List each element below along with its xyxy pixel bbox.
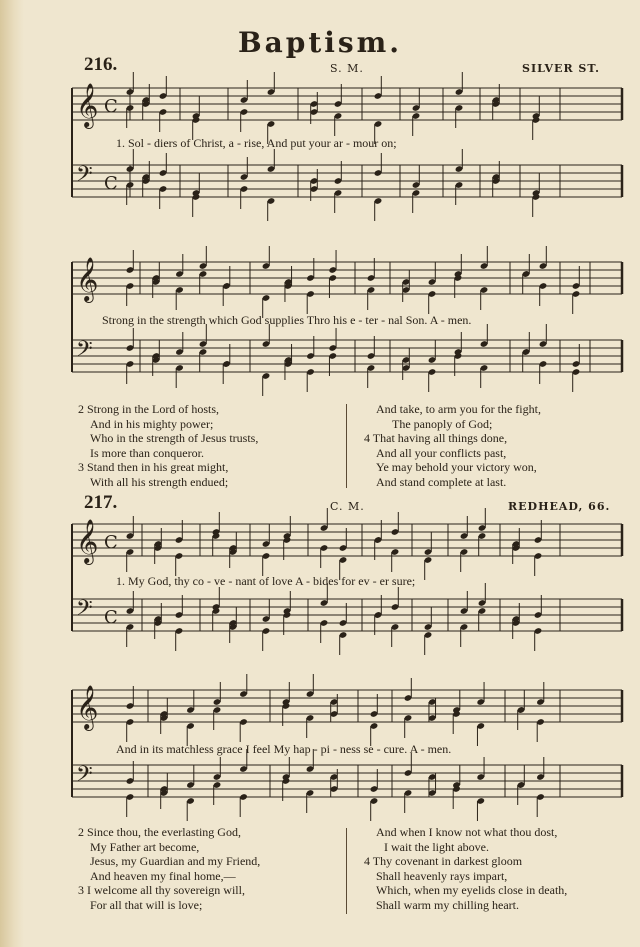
verse-line: The panoply of God;	[392, 416, 493, 431]
verse-line: And stand complete at last.	[376, 474, 507, 489]
verse-line: 4 That having all things done,	[364, 431, 508, 446]
hymn-216-lyrics-line-1: 1. Sol - diers of Christ, a - rise, And put your ar - mour on;	[116, 136, 397, 150]
verse-line: Shall heavenly rays impart,	[376, 868, 508, 883]
hymn-217-lyrics-line-1: 1. My God, thy co - ve - nant of love A - bides for ev - er sure;	[116, 574, 416, 588]
verse-line: Which, when my eyelids close in death,	[376, 883, 568, 898]
verse-line: 3 Stand then in his great might,	[78, 460, 229, 475]
verse-line: 2 Since thou, the everlasting God,	[78, 825, 241, 839]
verse-line: 4 Thy covenant in darkest gloom	[364, 854, 523, 869]
time-signature: C	[104, 532, 118, 553]
verse-line: And take, to arm you for the fight,	[376, 402, 541, 416]
verse-line: I wait the light above.	[384, 839, 489, 854]
time-signature: C	[104, 96, 118, 117]
hymn-216-tune: SILVER ST.	[522, 62, 600, 75]
treble-clef: 𝄞	[76, 83, 99, 127]
verse-line: Shall warm my chilling heart.	[376, 897, 519, 912]
verse-line: 2 Strong in the Lord of hosts,	[78, 402, 219, 416]
treble-clef: 𝄞	[76, 519, 99, 563]
verse-line: With all his strength endued;	[90, 474, 229, 489]
verse-line: Is more than conqueror.	[90, 445, 204, 460]
time-signature: C	[104, 607, 118, 628]
hymn-217-lyrics-line-2: And in its matchless grace I feel My hap - pi - ness se - cure. A - men.	[116, 742, 452, 756]
hymn-216-number: 216.	[84, 54, 118, 75]
verse-line: And all your conflicts past,	[376, 445, 507, 460]
verse-line: Who in the strength of Jesus trusts,	[90, 431, 259, 446]
treble-clef: 𝄞	[76, 685, 99, 729]
verse-line: For all that will is love;	[90, 897, 203, 912]
verse-line: 3 I welcome all thy sovereign will,	[78, 883, 245, 898]
hymn-216-meter: S. M.	[330, 62, 364, 75]
verse-line: My Father art become,	[90, 839, 200, 854]
bass-clef: 𝄢	[76, 337, 93, 367]
treble-clef: 𝄞	[76, 257, 99, 301]
time-signature: C	[104, 173, 118, 194]
hymn-217-tune: REDHEAD, 66.	[508, 500, 611, 513]
verse-line: And in his mighty power;	[90, 416, 214, 431]
verse-line: Ye may behold your victory won,	[376, 460, 537, 475]
verse-line: And when I know not what thou dost,	[376, 825, 558, 839]
hymn-217-number: 217.	[84, 492, 118, 513]
bass-clef: 𝄢	[76, 596, 93, 626]
hymn-217-meter: C. M.	[330, 500, 365, 513]
verse-line: Jesus, my Guardian and my Friend,	[90, 854, 261, 869]
verse-line: And heaven my final home,—	[90, 868, 236, 883]
bass-clef: 𝄢	[76, 762, 93, 792]
page-title: Baptism.	[237, 26, 403, 59]
bass-clef: 𝄢	[76, 162, 93, 192]
hymn-216-lyrics-line-2: Strong in the strength which God supplies Thro his e - ter - nal Son. A - men.	[102, 313, 472, 327]
